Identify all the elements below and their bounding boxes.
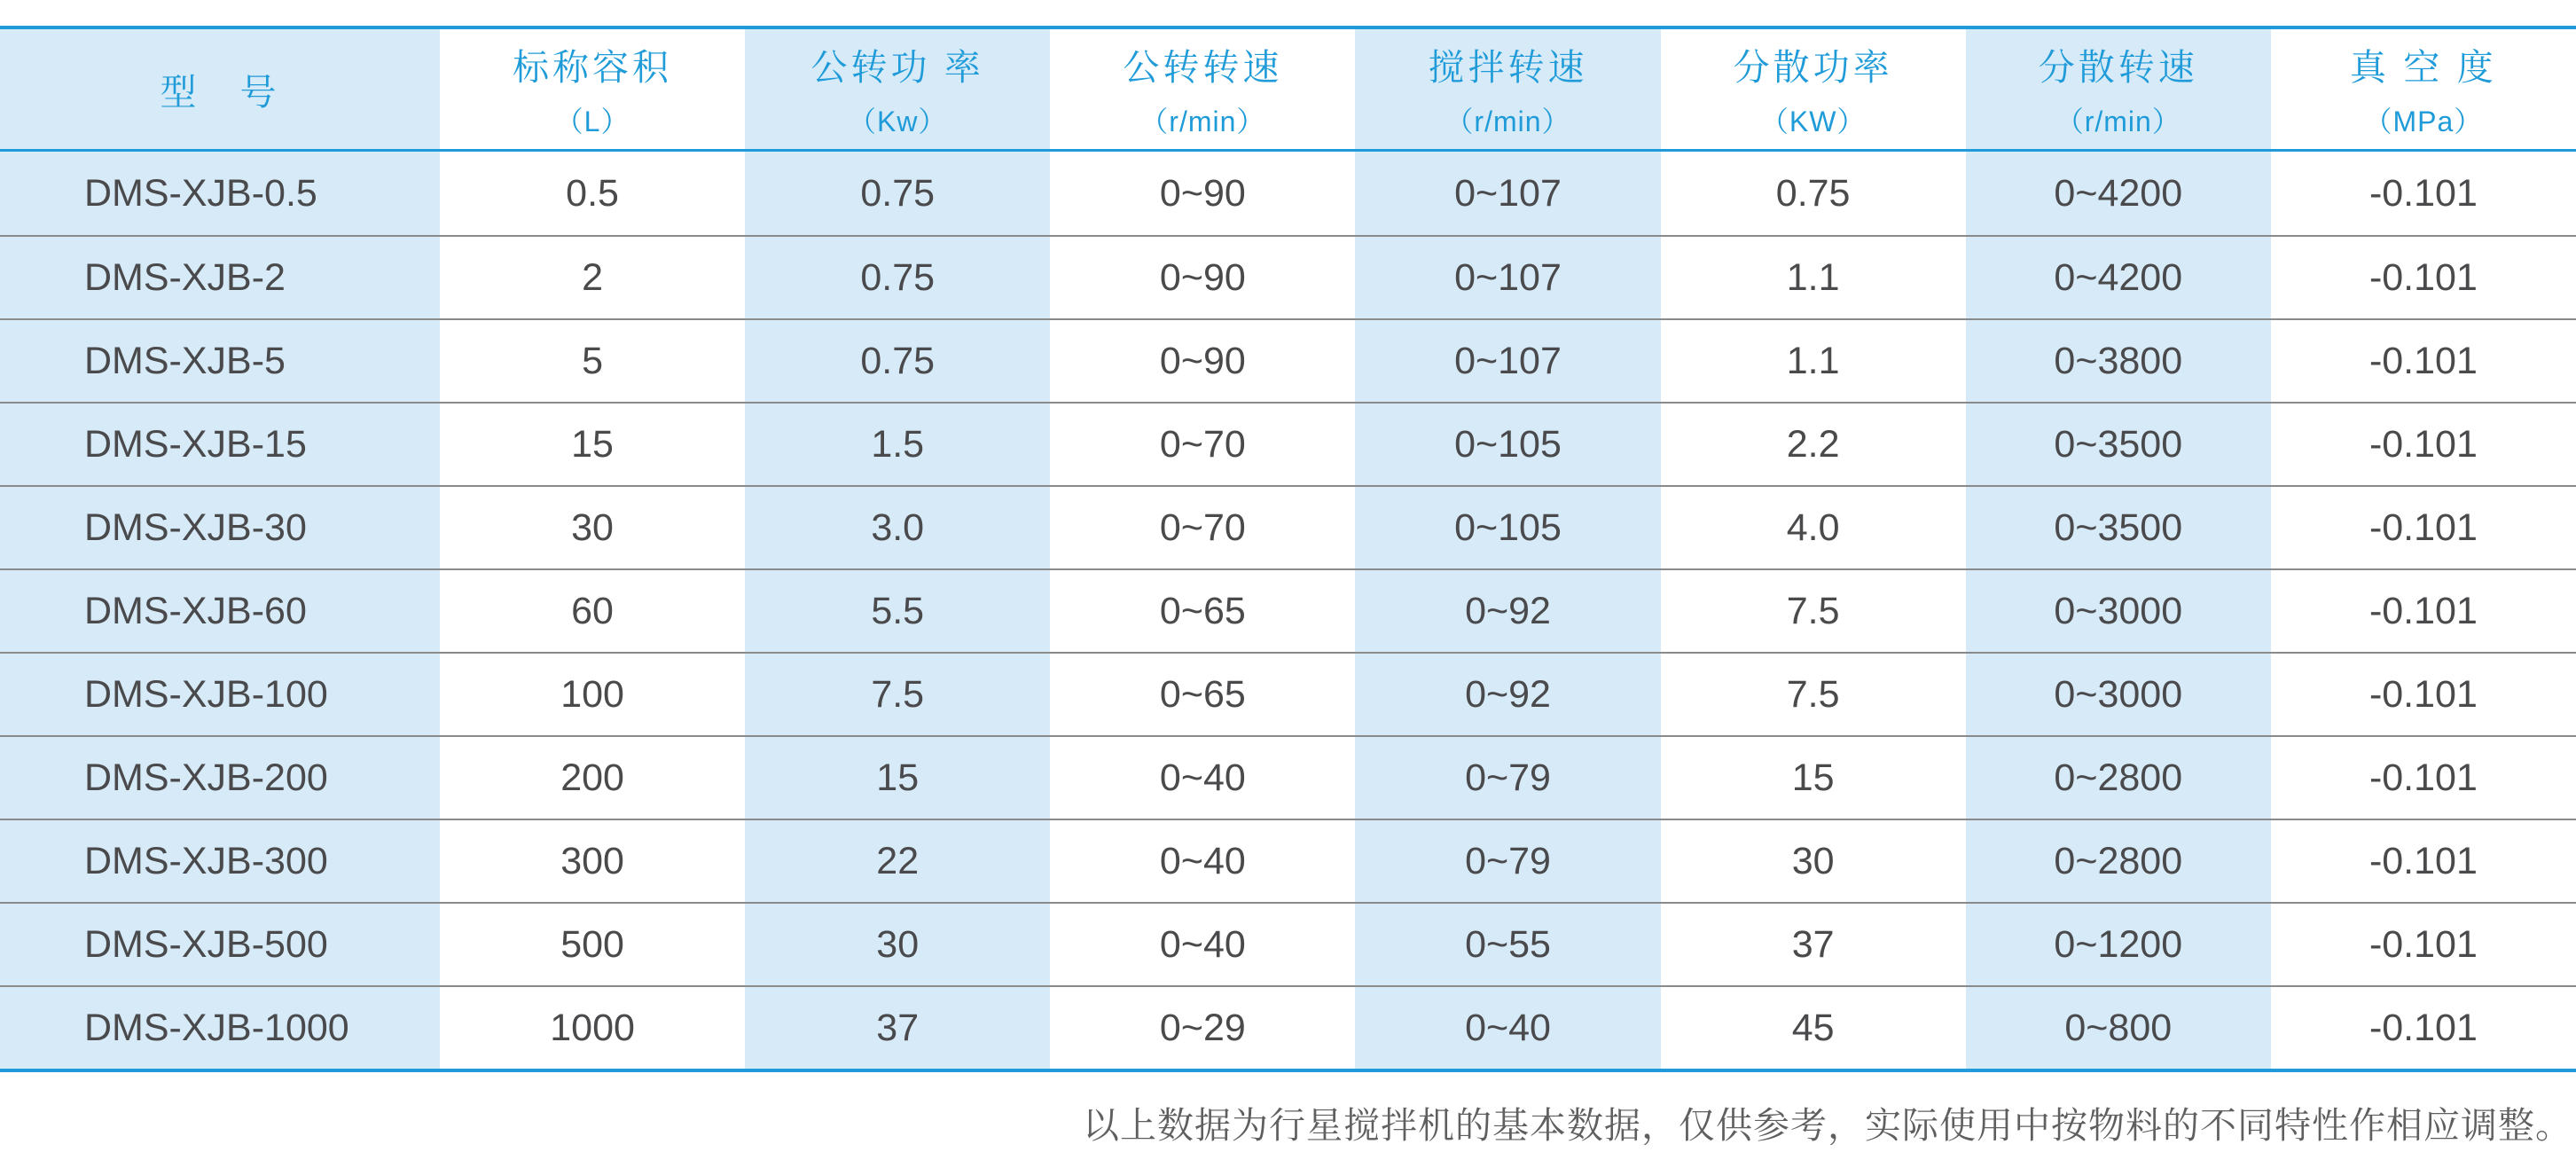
column-header-dispersion-speed (1966, 29, 2271, 149)
value-cell-stirring-speed: 0~40 (1355, 987, 1660, 1069)
column-header-label: 型 号 (160, 72, 280, 113)
value-cell-dispersion-speed: 0~3500 (1966, 404, 2271, 485)
value-cell-stirring-speed: 0~92 (1355, 654, 1660, 735)
model-cell: DMS-XJB-60 (0, 570, 440, 652)
column-header-label: 真 空 度 (2350, 47, 2497, 88)
value-cell-dispersion-power: 4.0 (1786, 505, 1840, 549)
value-cell-revolution-speed: 0~70 (1159, 505, 1246, 549)
value-cell-revolution-power: 15 (745, 737, 1050, 819)
column-header-unit: （Kw） (847, 106, 948, 137)
column-header-stirring-speed (1355, 29, 1660, 149)
table-row (0, 485, 2576, 568)
table-row (0, 235, 2576, 318)
table-row (0, 985, 2576, 1069)
table-body (0, 152, 2576, 1069)
value-cell-dispersion-power: 2.2 (1786, 422, 1840, 466)
value-cell-dispersion-speed: 0~4200 (1966, 152, 2271, 235)
column-header-label: 分散转速 (2038, 47, 2198, 88)
value-cell-nominal-volume: 15 (571, 422, 614, 466)
value-cell-nominal-volume: 500 (560, 922, 624, 966)
value-cell-dispersion-speed: 0~3000 (1966, 570, 2271, 652)
value-cell-stirring-speed: 0~107 (1355, 320, 1660, 402)
footer-note: 以上数据为行星搅拌机的基本数据，仅供参考，实际使用中按物料的不同特性作相应调整。 (1083, 1104, 2572, 1147)
value-cell-dispersion-speed: 0~2800 (1966, 737, 2271, 819)
value-cell-revolution-speed: 0~40 (1159, 756, 1246, 799)
value-cell-dispersion-power: 15 (1791, 756, 1835, 799)
value-cell-nominal-volume: 1000 (550, 1006, 635, 1049)
table-row (0, 652, 2576, 735)
value-cell-vacuum-degree: -0.101 (2369, 589, 2478, 632)
value-cell-nominal-volume: 5 (582, 339, 604, 382)
column-header-unit: （r/min） (2055, 106, 2181, 137)
column-header-nominal-volume (440, 29, 745, 149)
value-cell-dispersion-speed: 0~800 (1966, 987, 2271, 1069)
value-cell-stirring-speed: 0~107 (1355, 237, 1660, 318)
column-header-dispersion-power (1661, 29, 1966, 149)
column-header-vacuum-degree (2271, 29, 2576, 149)
value-cell-nominal-volume: 0.5 (566, 171, 619, 215)
value-cell-dispersion-power: 1.1 (1786, 255, 1840, 299)
column-header-label: 搅拌转速 (1428, 47, 1588, 88)
value-cell-revolution-speed: 0~90 (1159, 171, 1246, 215)
value-cell-nominal-volume: 200 (560, 756, 624, 799)
value-cell-stirring-speed: 0~79 (1355, 737, 1660, 819)
value-cell-revolution-power: 0.75 (745, 237, 1050, 318)
table-row (0, 568, 2576, 652)
value-cell-vacuum-degree: -0.101 (2369, 672, 2478, 716)
value-cell-stirring-speed: 0~107 (1355, 152, 1660, 235)
value-cell-dispersion-speed: 0~4200 (1966, 237, 2271, 318)
value-cell-stirring-speed: 0~79 (1355, 820, 1660, 902)
value-cell-dispersion-speed: 0~3800 (1966, 320, 2271, 402)
value-cell-vacuum-degree: -0.101 (2369, 839, 2478, 882)
table-row (0, 735, 2576, 819)
column-header-unit: （L） (554, 106, 630, 137)
value-cell-revolution-speed: 0~90 (1159, 339, 1246, 382)
model-cell: DMS-XJB-30 (0, 487, 440, 568)
value-cell-dispersion-speed: 0~3000 (1966, 654, 2271, 735)
value-cell-dispersion-speed: 0~1200 (1966, 904, 2271, 985)
column-header-label: 公转功 率 (810, 47, 984, 88)
value-cell-vacuum-degree: -0.101 (2369, 171, 2478, 215)
model-cell: DMS-XJB-5 (0, 320, 440, 402)
value-cell-nominal-volume: 300 (560, 839, 624, 882)
value-cell-stirring-speed: 0~55 (1355, 904, 1660, 985)
value-cell-stirring-speed: 0~105 (1355, 404, 1660, 485)
value-cell-revolution-speed: 0~90 (1159, 255, 1246, 299)
value-cell-revolution-power: 22 (745, 820, 1050, 902)
value-cell-dispersion-power: 7.5 (1786, 589, 1840, 632)
model-cell: DMS-XJB-300 (0, 820, 440, 902)
value-cell-revolution-power: 0.75 (745, 320, 1050, 402)
value-cell-revolution-power: 7.5 (745, 654, 1050, 735)
table-row (0, 152, 2576, 235)
value-cell-revolution-speed: 0~40 (1159, 839, 1246, 882)
table-row (0, 819, 2576, 902)
column-header-unit: （MPa） (2363, 106, 2484, 137)
value-cell-dispersion-speed: 0~2800 (1966, 820, 2271, 902)
value-cell-revolution-power: 0.75 (745, 152, 1050, 235)
column-header-label: 公转转速 (1123, 47, 1283, 88)
value-cell-dispersion-power: 30 (1791, 839, 1835, 882)
value-cell-vacuum-degree: -0.101 (2369, 339, 2478, 382)
model-cell: DMS-XJB-200 (0, 737, 440, 819)
column-header-unit: （KW） (1759, 106, 1867, 137)
column-header-model (0, 29, 440, 149)
model-cell: DMS-XJB-2 (0, 237, 440, 318)
value-cell-nominal-volume: 60 (571, 589, 614, 632)
value-cell-revolution-power: 1.5 (745, 404, 1050, 485)
column-header-revolution-power (745, 29, 1050, 149)
model-cell: DMS-XJB-500 (0, 904, 440, 985)
column-header-label: 分散功率 (1733, 47, 1893, 88)
value-cell-revolution-power: 3.0 (745, 487, 1050, 568)
model-cell: DMS-XJB-100 (0, 654, 440, 735)
model-cell: DMS-XJB-15 (0, 404, 440, 485)
table-row (0, 318, 2576, 402)
value-cell-dispersion-power: 37 (1791, 922, 1835, 966)
column-header-revolution-speed (1050, 29, 1355, 149)
value-cell-dispersion-power: 45 (1791, 1006, 1835, 1049)
value-cell-vacuum-degree: -0.101 (2369, 505, 2478, 549)
value-cell-dispersion-power: 0.75 (1775, 171, 1851, 215)
value-cell-nominal-volume: 100 (560, 672, 624, 716)
table-row (0, 402, 2576, 485)
value-cell-vacuum-degree: -0.101 (2369, 255, 2478, 299)
value-cell-stirring-speed: 0~105 (1355, 487, 1660, 568)
column-header-unit: （r/min） (1139, 106, 1266, 137)
value-cell-vacuum-degree: -0.101 (2369, 922, 2478, 966)
value-cell-revolution-power: 30 (745, 904, 1050, 985)
model-cell: DMS-XJB-1000 (0, 987, 440, 1069)
column-header-unit: （r/min） (1445, 106, 1571, 137)
value-cell-vacuum-degree: -0.101 (2369, 756, 2478, 799)
value-cell-dispersion-speed: 0~3500 (1966, 487, 2271, 568)
value-cell-vacuum-degree: -0.101 (2369, 422, 2478, 466)
value-cell-revolution-speed: 0~40 (1159, 922, 1246, 966)
value-cell-revolution-speed: 0~65 (1159, 672, 1246, 716)
value-cell-revolution-speed: 0~70 (1159, 422, 1246, 466)
value-cell-stirring-speed: 0~92 (1355, 570, 1660, 652)
value-cell-dispersion-power: 1.1 (1786, 339, 1840, 382)
value-cell-nominal-volume: 30 (571, 505, 614, 549)
value-cell-revolution-power: 5.5 (745, 570, 1050, 652)
value-cell-vacuum-degree: -0.101 (2369, 1006, 2478, 1049)
value-cell-revolution-speed: 0~29 (1159, 1006, 1246, 1049)
value-cell-revolution-power: 37 (745, 987, 1050, 1069)
table-header-row (0, 29, 2576, 152)
model-cell: DMS-XJB-0.5 (0, 152, 440, 235)
value-cell-nominal-volume: 2 (582, 255, 604, 299)
table-row (0, 902, 2576, 985)
value-cell-revolution-speed: 0~65 (1159, 589, 1246, 632)
spec-table (0, 26, 2576, 1072)
value-cell-dispersion-power: 7.5 (1786, 672, 1840, 716)
column-header-label: 标称容积 (513, 47, 673, 88)
